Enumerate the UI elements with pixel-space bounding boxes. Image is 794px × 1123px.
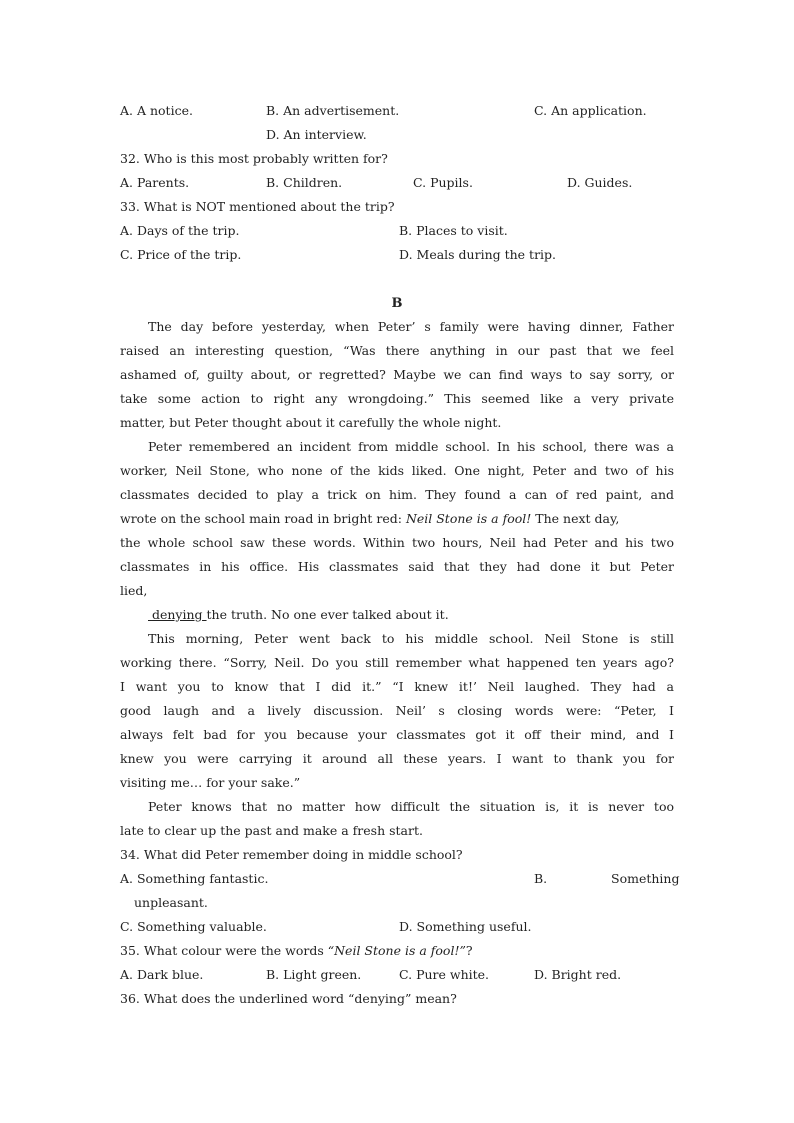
q35-question-mark: ? [465, 943, 473, 958]
q34-option-d: D. Something useful. [399, 919, 532, 934]
q33-question: 33. What is NOT mentioned about the trip? [120, 199, 395, 214]
q35-option-a: A. Dark blue. [120, 967, 204, 982]
passage-line: ashamed of, guilty about, or regretted? Maybe we can find ways to say sorry, or [120, 367, 674, 382]
underlined-word: denying [151, 607, 203, 622]
q32-question: 32. Who is this most probably written for? [120, 151, 388, 166]
q33-option-b: B. Places to visit. [399, 223, 508, 238]
q31-option-d: D. An interview. [266, 127, 367, 142]
q33-option-d: D. Meals during the trip. [399, 247, 557, 262]
passage-line: Peter knows that no matter how difficult the situation is, it is never too [148, 799, 674, 814]
passage-line [120, 511, 619, 527]
q35-question [120, 943, 473, 959]
passage-line: good laugh and a lively discussion. Neil’ s closing words were: “Peter, I [120, 703, 674, 718]
passage-line: visiting me… for your sake.” [120, 775, 301, 790]
q31-option-b: B. An advertisement. [266, 103, 400, 118]
passage-line: Peter remembered an incident from middle school. In his school, there was a [148, 439, 674, 454]
passage-line: I want you to know that I did it.” “I knew it!’ Neil laughed. They had a [120, 679, 674, 694]
q32-option-c: C. Pupils. [413, 175, 473, 190]
passage-line: matter, but Peter thought about it carefully the whole night. [120, 415, 502, 430]
passage-line: The day before yesterday, when Peter’ s family were having dinner, Father [148, 319, 674, 334]
q33-option-c: C. Price of the trip. [120, 247, 242, 262]
passage-line: take some action to right any wrongdoing.” This seemed like a very private [120, 391, 674, 406]
passage-line [148, 607, 449, 623]
q35-quoted-words: “Neil Stone is a fool!” [327, 943, 466, 958]
passage-text: The next day, [531, 511, 620, 526]
q34-option-a: A. Something fantastic. [120, 871, 269, 886]
q31-option-c: C. An application. [534, 103, 647, 118]
passage-text: wrote on the school main road in bright red: [120, 511, 406, 526]
q34-option-b-continued: unpleasant. [134, 895, 208, 910]
q35-option-b: B. Light green. [266, 967, 362, 982]
q36-question: 36. What does the underlined word “denying” mean? [120, 991, 457, 1006]
q31-option-a: A. A notice. [120, 103, 193, 118]
passage-line: knew you were carrying it around all these years. I want to thank you for [120, 751, 674, 766]
passage-line: working there. “Sorry, Neil. Do you still remember what happened ten years ago? [120, 655, 674, 670]
q34-option-c: C. Something valuable. [120, 919, 267, 934]
q32-option-a: A. Parents. [120, 175, 190, 190]
passage-line: always felt bad for you because your classmates got it off their mind, and I [120, 727, 674, 742]
passage-line: the whole school saw these words. Within two hours, Neil had Peter and his two [120, 535, 674, 550]
q34-option-b-word: Something [611, 871, 680, 886]
q32-option-d: D. Guides. [567, 175, 633, 190]
q35-option-c: C. Pure white. [399, 967, 490, 982]
q32-option-b: B. Children. [266, 175, 343, 190]
passage-line: lied, [120, 583, 148, 598]
passage-line: raised an interesting question, “Was there anything in our past that we feel [120, 343, 674, 358]
passage-line: This morning, Peter went back to his middle school. Neil Stone is still [148, 631, 674, 646]
painted-words: Neil Stone is a fool! [405, 511, 532, 526]
section-title: B [391, 296, 403, 311]
q33-option-a: A. Days of the trip. [120, 223, 240, 238]
q35-question-text: 35. What colour were the words [120, 943, 328, 958]
passage-line: worker, Neil Stone, who none of the kids liked. One night, Peter and two of his [120, 463, 674, 478]
passage-line: late to clear up the past and make a fresh start. [120, 823, 423, 838]
passage-line: classmates in his office. His classmates said that they had done it but Peter [120, 559, 674, 574]
q34-question: 34. What did Peter remember doing in middle school? [120, 847, 463, 862]
q34-option-b-letter: B. [534, 871, 548, 886]
passage-line: classmates decided to play a trick on him. They found a can of red paint, and [120, 487, 674, 502]
q35-option-d: D. Bright red. [534, 967, 622, 982]
passage-text: the truth. No one ever talked about it. [206, 607, 449, 622]
